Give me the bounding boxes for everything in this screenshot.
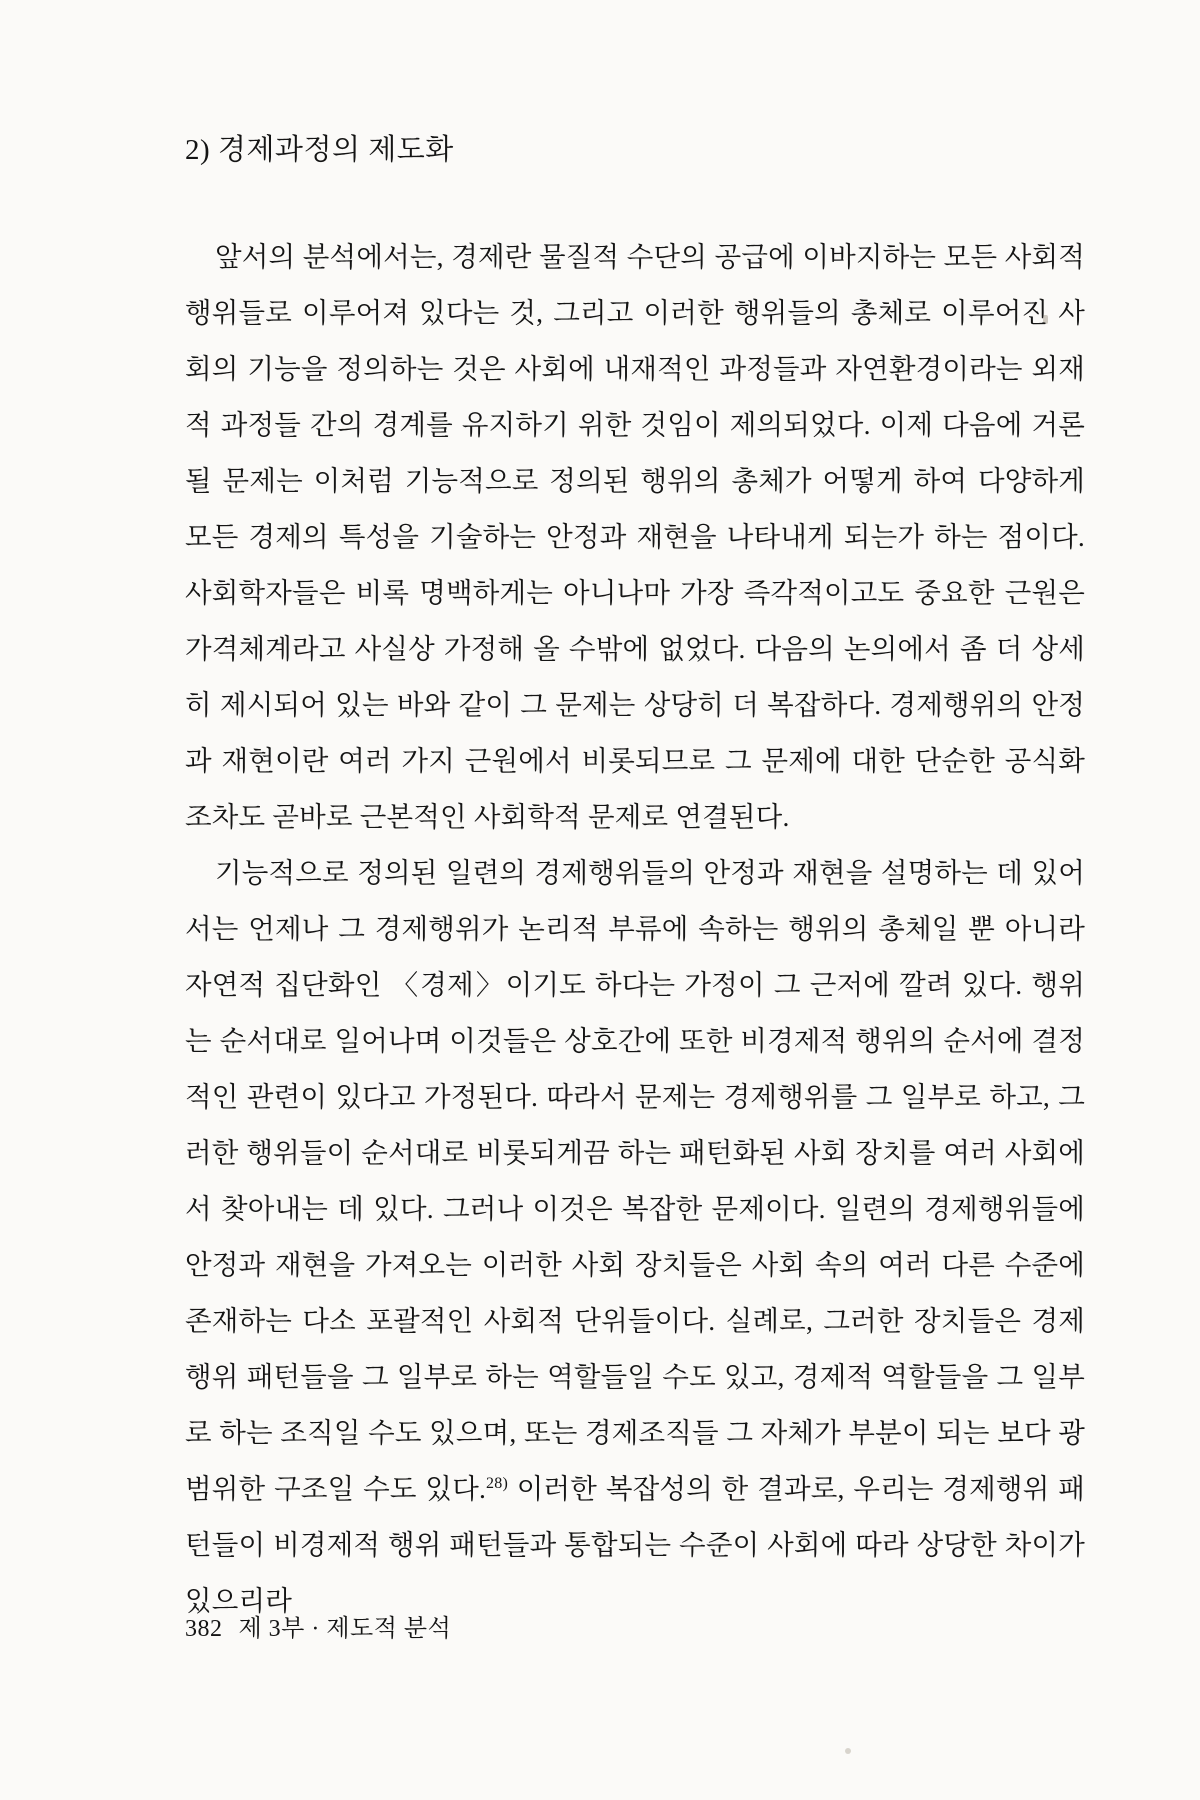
section-heading: 2) 경제과정의 제도화 xyxy=(185,134,454,166)
body-paragraph-1 xyxy=(185,229,1085,845)
page-number: 382 xyxy=(185,1616,223,1642)
footnote-reference: 28) xyxy=(486,1474,508,1492)
paragraph-2-continued-text: 이러한 복잡성의 한 결과로, 우리는 경제행위 패턴들이 비경제적 행위 패턴들과 통합되는 수준이 사회에 따라 상당한 차이가 있으리라 xyxy=(185,1472,1085,1616)
running-title: 제 3부 · 제도적 분석 xyxy=(238,1616,452,1642)
page-footer xyxy=(185,1608,451,1643)
body-paragraph-2 xyxy=(185,845,1085,1629)
paper-speck xyxy=(845,1748,851,1754)
page-content xyxy=(185,130,1085,1629)
paragraph-1-text: 앞서의 분석에서는, 경제란 물질적 수단의 공급에 이바지하는 모든 사회적 행위들로 이루어져 있다는 것, 그리고 이러한 행위들의 총체로 이루어진 사회의 기능을 정의하는 것은 사회에 내재적인 과정들과 자연환경이라는 외재적 과정들 간의 경계를 유지하기 위한 것임이 제의되었다. 이제 다음에 거론될 문제는 이처럼 기능적으로 정의된 행위의 총체가 어떻게 하여 다양하게 모든 경제의 특성을 기술하는 안정과 재현을 나타내게 되는가 하는 점이다. 사회학자들은 비록 명백하게는 아니나마 가장 즉각적이고도 중요한 근원은 가격체계라고 사실상 가정해 올 수밖에 없었다. 다음의 논의에서 좀 더 상세히 제시되어 있는 바와 같이 그 문제는 상당히 더 복잡하다. 경제행위의 안정과 재현이란 여러 가지 근원에서 비롯되므로 그 문제에 대한 단순한 공식화조차도 곧바로 근본적인 사회학적 문제로 연결된다. xyxy=(185,240,1085,832)
paragraph-2-text: 기능적으로 정의된 일련의 경제행위들의 안정과 재현을 설명하는 데 있어서는 언제나 그 경제행위가 논리적 부류에 속하는 행위의 총체일 뿐 아니라 자연적 집단화인 〈경제〉이기도 하다는 가정이 그 근저에 깔려 있다. 행위는 순서대로 일어나며 이것들은 상호간에 또한 비경제적 행위의 순서에 결정적인 관련이 있다고 가정된다. 따라서 문제는 경제행위를 그 일부로 하고, 그러한 행위들이 순서대로 비롯되게끔 하는 패턴화된 사회 장치를 여러 사회에서 찾아내는 데 있다. 그러나 이것은 복잡한 문제이다. 일련의 경제행위들에 안정과 재현을 가져오는 이러한 사회 장치들은 사회 속의 여러 다른 수준에 존재하는 다소 포괄적인 사회적 단위들이다. 실례로, 그러한 장치들은 경제행위 패턴들을 그 일부로 하는 역할들일 수도 있고, 경제적 역할들을 그 일부로 하는 조직일 수도 있으며, 또는 경제조직들 그 자체가 부분이 되는 보다 광범위한 구조일 수도 있다. xyxy=(185,856,1085,1504)
